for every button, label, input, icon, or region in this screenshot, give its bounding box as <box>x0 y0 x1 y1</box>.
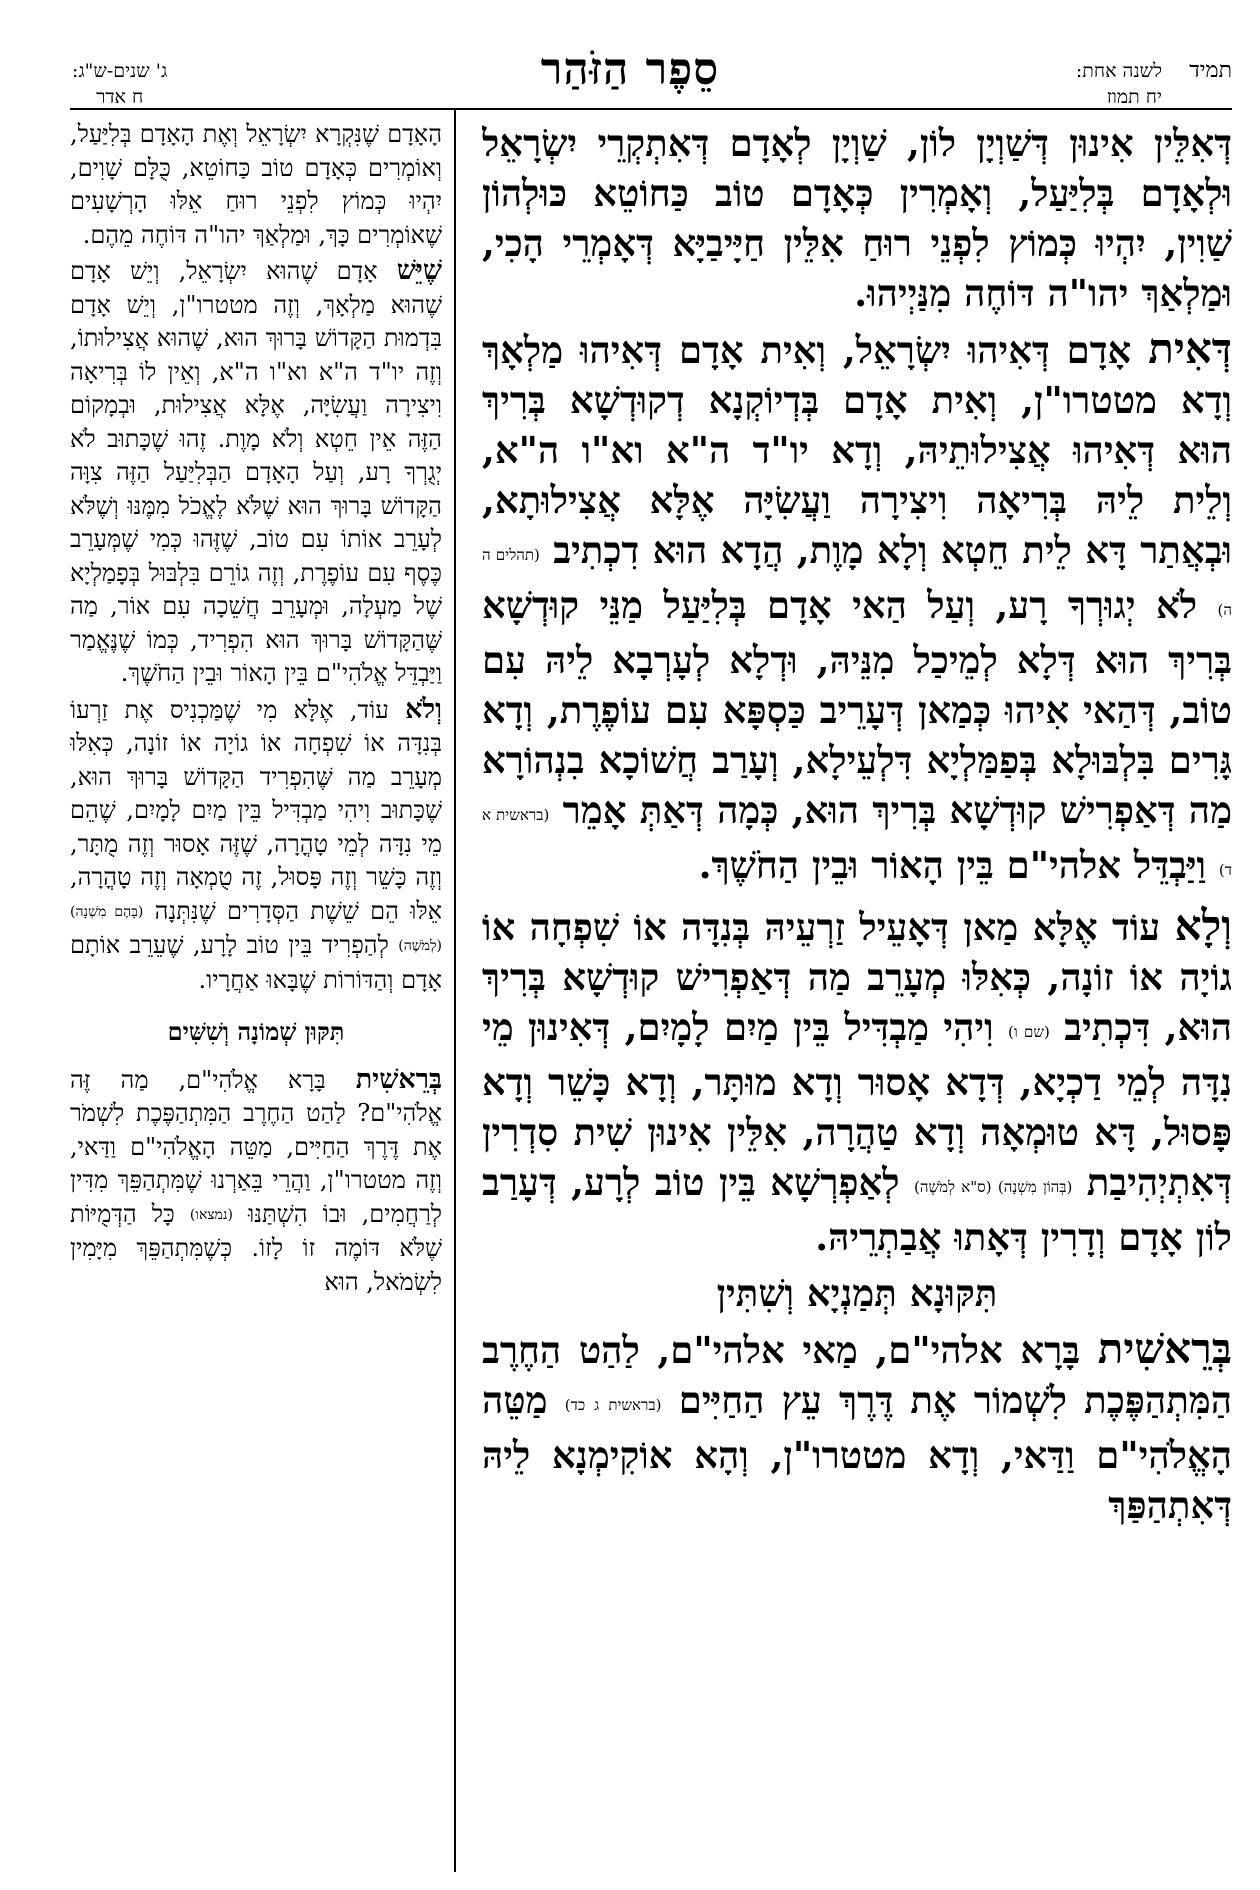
side-paragraph-3 <box>70 693 442 998</box>
header-right-date: יח תמוז <box>1106 86 1162 108</box>
side-paragraph-1: הָאָדָם שֶׁנִּקְרָא יִשְׂרָאֵל וְאֶת הָאָדָם בְּלִיַּעַל, וְאוֹמְרִים כְּאָדָם טוֹב כַּחוֹטֵא, כֻּלָּם שָׁוִים, יִהְיוּ כְּמוֹץ לִפְנֵי רוּחַ אֵלּוּ הָרְשָׁעִים שֶׁאוֹמְרִים כָּךְ, וּמַלְאַךְ יהו"ה דּוֹחֶה מֵהֶם. <box>70 120 442 249</box>
side-paragraph-2-lead: שֶׁיֵּשׁ <box>396 255 442 286</box>
side-paragraph-3-text-a: עוֹד, אֶלָּא מִי שֶׁמַּכְנִיס אֶת זַרְעוֹ בְּנִדָּה אוֹ שִׁפְחָה אוֹ גוֹיָה אוֹ זוֹנָה, כְּאִלּוּ מְעָרֵב מַה שֶּׁהִפְרִיד הַקָּדוֹשׁ בָּרוּךְ הוּא, שֶׁכָּתוּב וִיהִי מַבְדִּיל בֵּין מַיִם לָמָיִם, שֶׁהֵם מֵי נִדָּה לְמֵי טָהֳרָה, שֶׁזֶּה אָסוּר וְזֶה מֻתָּר, וְזֶה כָּשֵׁר וְזֶה פָּסוּל, זֶה טֻמְאָה וְזֶה טָהֳרָה, אֵלּוּ הֵם שֵׁשֶׁת הַסְּדָרִים שֶׁנִּתְּנָה <box>70 695 442 925</box>
main-paragraph-4-lead: בְּרֵאשִׁית <box>1097 1324 1232 1373</box>
main-paragraph-2-ref: (תהלים ה ה) <box>482 546 1232 619</box>
side-paragraph-4-text-b: כָּל הַדְּמֻיּוֹת שֶׁלֹּא דּוֹמֶה זוֹ לָזוֹ. כְּשֶׁמִּתְהַפֵּךְ מִיָּמִין לִשְׂמֹאל, הוּא <box>70 1199 442 1296</box>
main-paragraph-4-text-b: מַטֵּה הָאֱלֹהִי"ם וַדַּאי, וְדָא מטטרו"ן, וְהָא אוֹקִימְנָא לֵיהּ דְּאִתְהַפַּךְ <box>482 1378 1232 1527</box>
header-left-date: ח אדר <box>96 86 144 108</box>
page-title: סֵפֶר הַזֹּהַר <box>540 44 720 95</box>
side-paragraph-2 <box>70 254 442 691</box>
main-paragraph-4-ref: (בראשית ג כד) <box>564 1396 662 1414</box>
main-paragraph-3-lead: וְלָא <box>1174 901 1232 950</box>
header-left <box>72 58 167 110</box>
main-paragraph-3-text-a: עוֹד אֶלָּא מַאן דְּאָעֵיל זַרְעֵיהּ בְּנִדָּה אוֹ שִׁפְחָה אוֹ גוֹיָה אוֹ זוֹנָה, כְּאִלּוּ מְעָרֵב מַה דְּאַפְרִישׁ קוּדְשָׁא בְּרִיךְ הוּא, דִּכְתִיב <box>482 905 1232 1049</box>
column-divider <box>454 110 456 1872</box>
main-paragraph-3-ref: (שם ו) <box>1007 1023 1050 1041</box>
side-heading: תִּקּוּן שְׁמוֹנָה וְשִׁשִּׁים <box>167 1017 345 1046</box>
main-paragraph-3 <box>482 901 1232 1262</box>
main-paragraph-2-ref2: (בראשית א ד) <box>482 806 1232 879</box>
translation-column <box>70 118 442 1878</box>
main-paragraph-3-ref2: (בְּהוֹן מִשְׁנָה) (ס"א לְמֹשֶׁה) <box>913 1178 1073 1196</box>
main-paragraph-2-lead: דְּאִית <box>1148 324 1232 373</box>
main-column <box>482 118 1232 1878</box>
main-paragraph-4 <box>482 1324 1232 1530</box>
side-paragraph-4 <box>70 1063 442 1300</box>
side-paragraph-3-lead: וְלֹא <box>405 693 442 725</box>
main-heading: תִּקּוּנָא תְּמַנְיָא וְשִׁתִּין <box>716 1271 998 1315</box>
header-one-year-label: לשנה אחת: <box>1075 60 1162 82</box>
side-paragraph-2-text: אָדָם שֶׁהוּא יִשְׂרָאֵל, וְיֵשׁ אָדָם שֶׁהוּא מַלְאָךְ, וְזֶה מטטרו"ן, וְיֵשׁ אָדָם בִּדְמוּת הַקָּדוֹשׁ בָּרוּךְ הוּא, שֶׁהוּא אֲצִילוּתוֹ, וְזֶה יו"ד ה"א וא"ו ה"א, וְאֵין לוֹ בְּרִיאָה וִיצִירָה וַעֲשִׂיָּה, אֶלָּא אֲצִילוּת, וּבְמָקוֹם הַזֶּה אֵין חֵטְא וְלֹא מָוֶת. זֶהוּ שֶׁכָּתוּב לֹא יְגֻרְךָ רָע, וְעַל הָאָדָם הַבְּלִיַּעַל הַזֶּה צִוָּה הַקָּדוֹשׁ בָּרוּךְ הוּא שֶׁלֹּא לֶאֱכֹל מִמֶּנּוּ וְשֶׁלֹּא לְעָרֵב אוֹתוֹ עִם טוֹב, שֶׁזֶּהוּ כְּמִי שֶׁמְּעָרֵב כֶּסֶף עִם עוֹפֶרֶת, וְזֶה גוֹרֵם בִּלְבּוּל בְּפָמַלְיָא שֶׁל מַעְלָה, וּמְעָרֵב חֲשֵׁכָה עִם אוֹר, מַה שֶּׁהַקָּדוֹשׁ בָּרוּךְ הוּא הִפְרִיד, כְּמוֹ שֶׁנֶּאֱמַר וַיַּבְדֵּל אֱלֹהִי"ם בֵּין הָאוֹר וּבֵין הַחֹשֶׁךְ. <box>70 257 442 687</box>
main-paragraph-3-text-b: וִיהִי מַבְדִּיל בֵּין מַיִם לָמָיִם, דְּאִינוּן מֵי נִדָּה לְמֵי דַכְיָא, דְּדָא אָסוּר וְדָא מוּתָּר, וְדָא כָּשֵׁר וְדָא פָּסוּל, דָּא טוּמְאָה וְדָא טַהֲרָה, אִלֵּין אִינוּן שִׁית סִדְרִין דְּאִתְיְהִיבַת <box>482 1005 1232 1204</box>
side-paragraph-4-lead: בְּרֵאשִׁית <box>355 1063 442 1095</box>
side-paragraph-4-text-a: בָּרָא אֱלֹהִי"ם, מַה זֶּה אֱלֹהִי"ם? לַהַט הַחֶרֶב הַמִּתְהַפֶּכֶת לִשְׁמֹר אֶת דֶּרֶךְ הַחַיִּים, מַטֵּה הָאֱלֹהִי"ם וַדַּאי, וְזֶה מטטרו"ן, וַהֲרֵי בֵּאַרְנוּ שֶׁמִּתְהַפֵּךְ מִדִּין לְרַחֲמִים, וּבוֹ הִשְׁתַּנּוּ <box>70 1065 442 1228</box>
main-paragraph-2-text-c: וַיַּבְדֵּל אלהי"ם בֵּין הָאוֹר וּבֵין הַחֹשֶׁךְ. <box>698 843 1207 887</box>
main-paragraph-2-text-a: אָדָם דְּאִיהוּ יִשְׂרָאֵל, וְאִית אָדָם דְּאִיהוּ מַלְאָךְ וְדָא מטטרו"ן, וְאִית אָדָם בְּדְיוֹקְנָא דְקוּדְשָׁא בְּרִיךְ הוּא דְּאִיהוּ אֲצִילוּתֵיהּ, וְדָא יו"ד ה"א וא"ו ה"א, וְלֵית לֵיהּ בְּרִיאָה וִיצִירָה וַעֲשִׂיָּה אֶלָּא אֲצִילוּתָא, וּבְאֲתַר דָּא לֵית חֵטְא וְלָא מָוֶת, הֲדָא הוּא דִכְתִיב <box>482 328 1232 572</box>
header-tamid-label: תמיד <box>1189 58 1232 83</box>
main-paragraph-3-text-c: לְאַפְרְשָׁא בֵּין טוֹב לְרָע, דְּעָרַב לוֹן אָדָם וְדָרִין דְּאָתוּ אֲבַתְרֵיהּ. <box>482 1160 1232 1259</box>
side-paragraph-3-text-b: לְהַפְרִיד בֵּין טוֹב לָרָע, שֶׁעֵרֵב אוֹתָם אָדָם וְהַדּוֹרוֹת שֶׁבָּאוּ אַחֲרָיו. <box>70 931 442 994</box>
main-paragraph-4-text-a: בָּרָא אלהי"ם, מַאי אלהי"ם, לַהַט הַחֶרֶב הַמִּתְהַפֶּכֶת לִשְׁמוֹר אֶת דֶּרֶךְ עֵץ הַחַיִּים <box>482 1328 1232 1422</box>
main-paragraph-2-text-b: לֹא יְגוּרְךָ רָע, וְעַל הַאי אָדָם בְּלִיַּעַל מַנֵּי קוּדְשָׁא בְּרִיךְ הוּא דְּלָא לְמֵיכַל מִנֵּיהּ, וּדְלָא לְעָרְבָא לֵיהּ עִם טוֹב, דְּהַאי אִיהוּ כְּמַאן דְּעָרֵיב כַּסְפָּא עִם עוֹפֶרֶת, וְדָא גָּרִים בִּלְבּוּלָא בְּפַמַּלְיָא דִּלְעֵילָא, וְעָרַב חֲשׁוֹכָא בִנְהוֹרָא מַה דְּאַפְרִישׁ קוּדְשָׁא בְּרִיךְ הוּא, כְּמָה דְּאַתְּ אָמֵר <box>482 583 1232 832</box>
main-paragraph-1: דְּאִלֵּין אִינוּן דְּשַׁוְיָן לוֹן, שַׁוְיָן לְאָדָם דְּאִתְקְרֵי יִשְׂרָאֵל וּלְאָדָם בְּלִיַּעַל, וְאָמְרִין כְּאָדָם טוֹב כַּחוֹטֵא כּוּלְהוֹן שַׁוִין, יִהְיוּ כְּמוֹץ לִפְנֵי רוּחַ אִלֵּין חַיָּיבַיָּא דְּאָמְרֵי הָכִי, וּמַלְאַךְ יהו"ה דּוֹחֶה מִנַּיְיהוּ. <box>482 121 1232 315</box>
side-paragraph-4-ref: (נמצאו) <box>189 1206 233 1223</box>
header-three-years-label: ג' שנים-ש"ג: <box>72 60 168 82</box>
header-rule <box>70 108 1232 110</box>
side-paragraph-3-ref: (בָּהֶם מִשְׁנָה) (לְמֹשֶׁה) <box>70 903 442 954</box>
main-paragraph-2 <box>482 324 1232 895</box>
